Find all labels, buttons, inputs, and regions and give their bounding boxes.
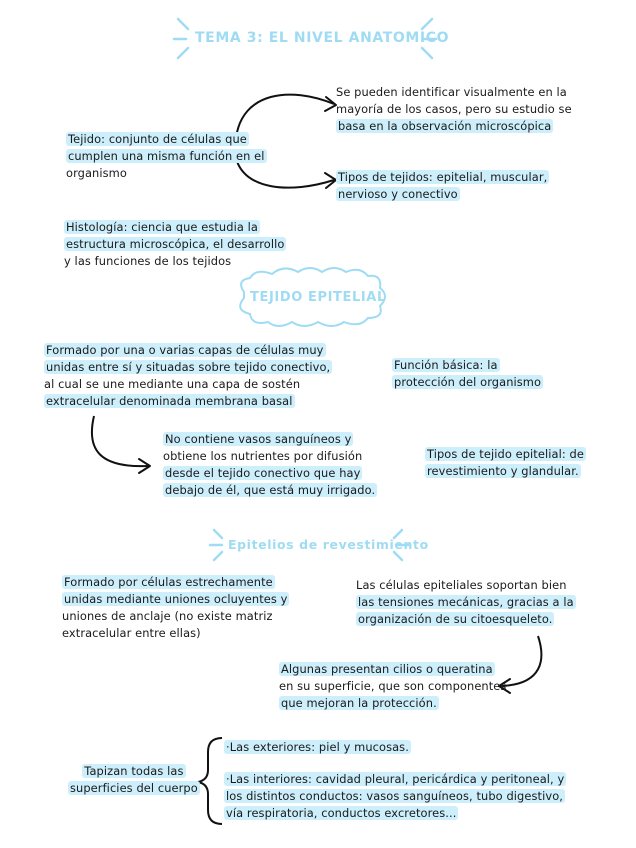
note-histologia: Histología: ciencia que estudia la estructura microscópica, el desarrollo y las funciones de los tejidos [64, 220, 285, 268]
note-tipos-epitelial: Tipos de tejido epitelial: de revestimiento y glandular. [427, 447, 584, 478]
page-title: TEMA 3: EL NIVEL ANATOMICO [195, 30, 450, 46]
note-funcion: Función básica: la protección del organismo [394, 358, 542, 389]
curly-brace [198, 738, 222, 824]
note-vasos: No contiene vasos sanguíneos y obtiene los nutrientes por difusión desde el tejido conectivo que hay debajo de él, que está muy irrigado. [163, 432, 376, 497]
arrow-up-head [325, 97, 336, 111]
arrow-cilios-curve [502, 636, 541, 686]
subtitle-rays-left [210, 530, 222, 560]
note-celulas: Las células epiteliales soportan bien las tensiones mecánicas, gracias a la organización de su citoesqueleto. [356, 578, 574, 626]
note-exteriores: ·Las exteriores: piel y mucosas. [226, 740, 409, 754]
note-formado-revestimiento: Formado por células estrechamente unidas mediante uniones ocluyentes y uniones de anclaje (no existe matriz extracelular entre ellas) [62, 575, 288, 640]
note-formado-epitelial: Formado por una o varias capas de células muy unidas entre sí y situadas sobre tejido conectivo, al cual se une mediante una capa de sostén extracelular denominada membrana basal [44, 343, 331, 408]
arrow-vasos-head [139, 459, 150, 473]
note-tejido: Tejido: conjunto de células que cumplen una misma función en el organismo [66, 132, 265, 180]
arrow-vasos-curve [92, 416, 148, 466]
note-tapizan: Tapizan todas las superficies del cuerpo [70, 764, 198, 795]
note-identificar: Se pueden identificar visualmente en la mayoría de los casos, pero su estudio se basa en la observación microscópica [336, 85, 572, 133]
arrow-down-head [325, 173, 336, 188]
note-tipos-tejidos: Tipos de tejidos: epitelial, muscular, nervioso y conectivo [338, 170, 548, 201]
section-title-revestimiento: Epitelios de revestimiento [228, 537, 429, 552]
note-interiores: ·Las interiores: cavidad pleural, pericárdica y peritoneal, y los distintos conductos: vasos sanguíneos, tubo digestivo, vía respiratoria, conductos excretores... [226, 772, 565, 820]
section-title-epitelial: TEJIDO EPITELIAL [250, 290, 386, 305]
title-rays-left [174, 19, 188, 58]
note-cilios: Algunas presentan cilios o queratina en su superficie, que son componentes que mejoran la protección. [279, 662, 507, 710]
